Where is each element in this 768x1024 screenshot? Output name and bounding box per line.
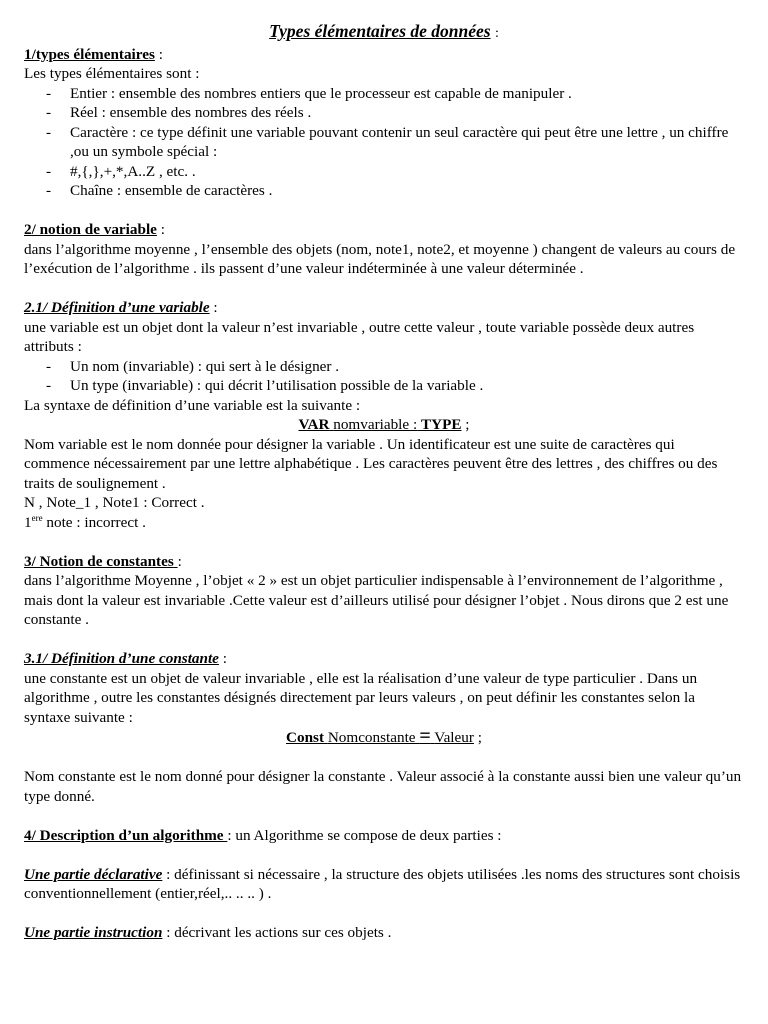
attributes-list: [24, 357, 744, 396]
list-item: - Caractère : ce type définit une variable pouvant contenir un seul caractère qui peut être une lettre , un chiffre ,ou un symbole spécial :: [46, 123, 744, 162]
section-2-text: dans l’algorithme moyenne , l’ensemble des objets (nom, note1, note2, et moyenne ) changent de valeurs au cours de l’exécution de l’algorithme . ils passent d’une valeur indéterminée à une valeur déterminée .: [24, 240, 736, 277]
list-item: - Réel : ensemble des nombres des réels .: [46, 103, 744, 123]
syntax-intro: La syntaxe de définition d’une variable est la suivante :: [24, 396, 361, 414]
const-syntax: Const Nomconstante = Valeur ;: [286, 725, 482, 747]
title-text: Types élémentaires de données: [269, 21, 491, 41]
var-syntax: VAR nomvariable : TYPE ;: [298, 416, 470, 433]
section-3-heading: 3/ Notion de constantes :: [24, 552, 182, 570]
document-title: [24, 22, 744, 44]
list-item: - #,{,},+,*,A..Z , etc. .: [46, 162, 744, 182]
section-3-1-heading: 3.1/ Définition d’une constante :: [24, 650, 227, 667]
instruction-part: Une partie instruction : décrivant les actions sur ces objets .: [24, 924, 392, 941]
declarative-part: Une partie déclarative : définissant si nécessaire , la structure des objets utilisées .les noms des structures sont choisis conventionnellement (entier,réel,.. .. .. ) .: [24, 865, 741, 902]
title-colon: :: [494, 26, 499, 41]
example-incorrect: 1ere note : incorrect .: [24, 512, 146, 531]
list-item: - Chaîne : ensemble de caractères .: [46, 181, 744, 201]
section-4-heading: 4/ Description d’un algorithme : un Algorithme se compose de deux parties :: [24, 826, 502, 844]
section-3-text: dans l’algorithme Moyenne , l’objet « 2 » est un objet particulier indispensable à l’environnement de l’algorithme , mais dont la valeur est invariable .Cette valeur est d’ailleurs utilisé pour désigner l’objet . Nous dirons que 2 est une constante .: [24, 572, 729, 628]
section-2-1-heading: 2.1/ Définition d’une variable :: [24, 299, 218, 316]
types-list: [24, 84, 744, 201]
section-1-heading: 1/types élémentaires :: [24, 45, 163, 63]
list-item: - Entier : ensemble des nombres entiers que le processeur est capable de manipuler .: [46, 84, 744, 104]
list-item: - Un nom (invariable) : qui sert à le désigner .: [46, 357, 744, 377]
section-2-heading: 2/ notion de variable :: [24, 221, 165, 238]
variable-explain: Nom variable est le nom donnée pour désigner la variable . Un identificateur est une suite de caractères qui commence nécessairement par une lettre alphabétique . Les caractères peuvent être des lettres , des chiffres ou des traits de soulignement .: [24, 435, 718, 492]
constant-explain: Nom constante est le nom donné pour désigner la constante . Valeur associé à la constante aussi bien une valeur qu’un type donné.: [24, 768, 742, 805]
section-3-1-text: une constante est un objet de valeur invariable , elle est la réalisation d’une valeur de type particulier . Dans un algorithme , outre les constantes désignés directement par leurs valeurs , on peut définir les constantes selon la syntaxe suivante :: [24, 669, 698, 726]
list-item: - Un type (invariable) : qui décrit l’utilisation possible de la variable .: [46, 376, 744, 396]
section-2-1-text: une variable est un objet dont la valeur n’est invariable , outre cette valeur , toute variable possède deux autres attributs :: [24, 318, 695, 355]
example-correct: N , Note_1 , Note1 : Correct .: [24, 494, 205, 511]
section-1-intro: Les types élémentaires sont :: [24, 65, 200, 82]
